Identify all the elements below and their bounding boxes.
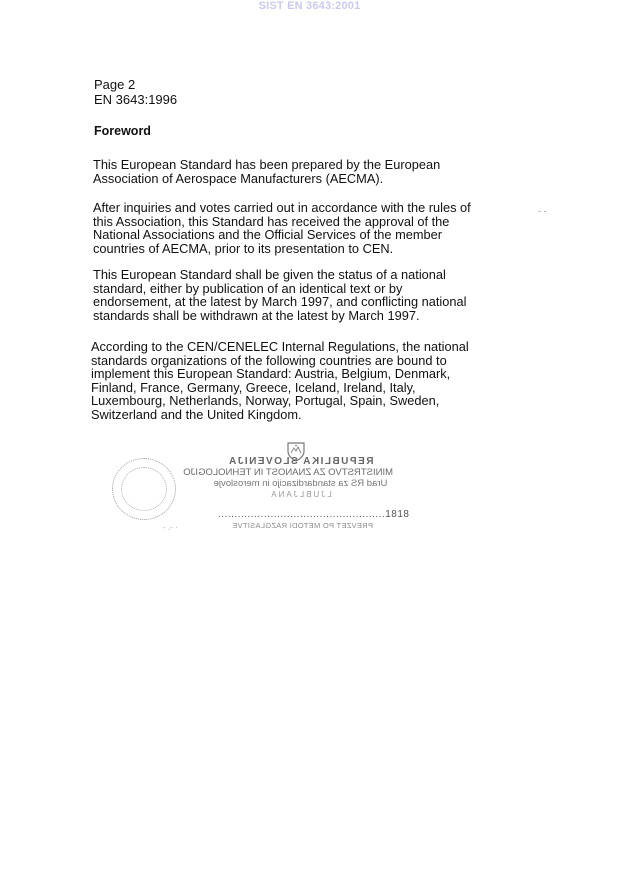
paragraph-1: This European Standard has been prepared by the European Association of Aerospace Manufacturers (AECMA). bbox=[93, 157, 441, 186]
stamp-line-1: REPUBLIKA SLOVENIJA bbox=[227, 456, 374, 467]
page-number: Page 2 bbox=[94, 77, 136, 92]
scan-speck: - - bbox=[538, 206, 547, 216]
round-seal-icon bbox=[112, 458, 176, 520]
seal-inner-ring bbox=[121, 467, 167, 511]
stamp-line-2: MINISTRSTVO ZA ZNANOST IN TEHNOLOGIJO bbox=[183, 467, 393, 478]
stamp-line-3: Urad RS za standardizacijo in meroslovje bbox=[213, 478, 388, 489]
paragraph-2: After inquiries and votes carried out in accordance with the rules of this Association, this Standard has received the approval of the National Associations and the Official Services of the member countries of AECMA, prior to its presentation to CEN. bbox=[93, 200, 471, 256]
standard-reference: EN 3643:1996 bbox=[94, 92, 178, 107]
section-title: Foreword bbox=[94, 124, 151, 138]
watermark-text: SIST EN 3643:2001 bbox=[258, 0, 361, 12]
page-header bbox=[94, 77, 177, 107]
scan-marks: - .- · bbox=[163, 523, 178, 532]
stamp-dotted-line: ...................................................1818 bbox=[218, 509, 410, 520]
stamp-line-4: LJUBLJANA bbox=[269, 490, 332, 499]
paragraph-3: This European Standard shall be given the status of a national standard, either by publication of an identical text or by endorsement, at the latest by March 1997, and conflicting national standards shall be withdrawn at the latest by March 1997. bbox=[93, 267, 467, 323]
official-stamp bbox=[183, 456, 393, 500]
stamp-bottom-line: PREVZET PO METODI RAZGLASITVE bbox=[232, 521, 373, 530]
paragraph-4: According to the CEN/CENELEC Internal Regulations, the national standards organizations of the following countries are bound to implement this European Standard: Austria, Belgium, Denmark, Finland, France, Germany, Greece, Iceland, Ireland, Italy, Luxembourg, Netherlands, Norway, Portugal, Spain, Sweden, Switzerland and the United Kingdom. bbox=[91, 339, 469, 422]
